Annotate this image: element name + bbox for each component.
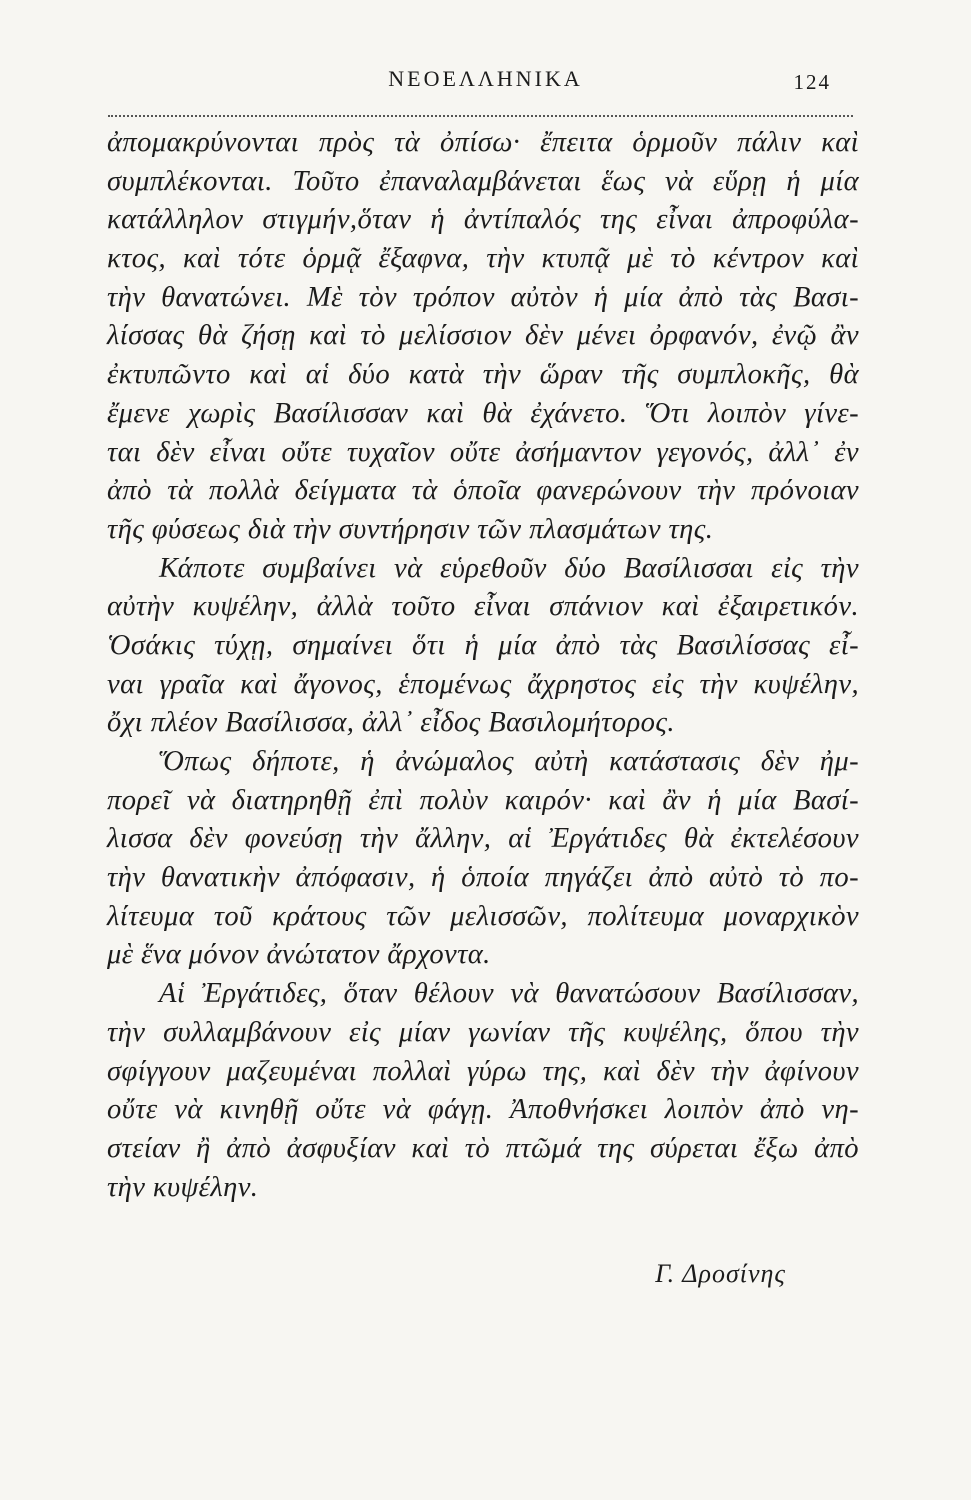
text-line: ἀπὸ τὰ πολλὰ δείγματα τὰ ὁποῖα φανερώνουν τὴν πρόνοιαν: [107, 475, 859, 507]
text-line: πορεῖ νὰ διατηρηθῇ ἐπὶ πολὺν καιρόν· καὶ ἂν ἡ μία Βασί-: [107, 784, 859, 816]
text-line: ἐκτυπῶντο καὶ αἱ δύο κατὰ τὴν ὥραν τῆς συμπλοκῆς, θὰ: [107, 359, 859, 391]
header-rule: [108, 115, 853, 117]
text-line: λισσα δὲν φονεύσῃ τὴν ἄλλην, αἱ Ἐργάτιδες θὰ ἐκτελέσουν: [107, 823, 859, 855]
text-line: τῆς φύσεως διὰ τὴν συντήρησιν τῶν πλασμάτων της.: [107, 513, 714, 545]
text-line: Κάποτε συμβαίνει νὰ εὑρεθοῦν δύο Βασίλισσαι εἰς τὴν: [159, 552, 859, 584]
text-line: ναι γραῖα καὶ ἄγονος, ἑπομένως ἄχρηστος εἰς τὴν κυψέλην,: [107, 668, 859, 700]
text-line: κατάλληλον στιγμήν,ὅταν ἡ ἀντίπαλός της εἶναι ἀπροφύλα-: [107, 204, 859, 236]
text-line: τὴν συλλαμβάνουν εἰς μίαν γωνίαν τῆς κυψέλης, ὅπου τὴν: [107, 1016, 859, 1048]
text-line: Ὁσάκις τύχῃ, σημαίνει ὅτι ἡ μία ἀπὸ τὰς Βασιλίσσας εἶ-: [107, 629, 859, 661]
text-line: συμπλέκονται. Τοῦτο ἐπαναλαμβάνεται ἕως νὰ εὕρῃ ἡ μία: [107, 165, 859, 197]
text-line: ἔμενε χωρὶς Βασίλισσαν καὶ θὰ ἐχάνετο. Ὅτι λοιπὸν γίνε-: [107, 397, 859, 429]
text-line: οὔτε νὰ κινηθῇ οὔτε νὰ φάγῃ. Ἀποθνήσκει λοιπὸν ἀπὸ νη-: [107, 1094, 859, 1126]
author-signature: Γ. Δροσίνης: [655, 1259, 786, 1288]
text-line: μὲ ἕνα μόνον ἀνώτατον ἄρχοντα.: [107, 939, 491, 971]
text-line: αὐτὴν κυψέλην, ἀλλὰ τοῦτο εἶναι σπάνιον καὶ ἐξαιρετικόν.: [107, 591, 859, 623]
text-line: ται δὲν εἶναι οὔτε τυχαῖον οὔτε ἀσήμαντον γεγονός, ἀλλ᾽ ἐν: [107, 436, 859, 468]
text-line: τὴν θανατώνει. Μὲ τὸν τρόπον αὐτὸν ἡ μία ἀπὸ τὰς Βασι-: [107, 281, 859, 313]
running-header-title: ΝΕΟΕΛΛΗΝΙΚΑ: [388, 66, 583, 91]
text-line: λίσσας θὰ ζήσῃ καὶ τὸ μελίσσιον δὲν μένει ὀρφανόν, ἐνῷ ἂν: [107, 320, 859, 352]
page-number: 124: [793, 70, 831, 94]
text-line: στείαν ἢ ἀπὸ ἀσφυξίαν καὶ τὸ πτῶμά της σύρεται ἔξω ἀπὸ: [107, 1132, 859, 1164]
text-line: Ὅπως δήποτε, ἡ ἀνώμαλος αὐτὴ κατάστασις δὲν ἠμ-: [159, 746, 859, 777]
text-line: ἀπομακρύνονται πρὸς τὰ ὀπίσω· ἔπειτα ὁρμοῦν πάλιν καὶ: [107, 127, 859, 158]
text-line: ὄχι πλέον Βασίλισσα, ἀλλ᾽ εἶδος Βασιλομήτορος.: [107, 707, 675, 739]
text-line: σφίγγουν μαζευμέναι πολλαὶ γύρω της, καὶ δὲν τὴν ἀφίνουν: [107, 1055, 859, 1087]
text-line: τὴν κυψέλην.: [107, 1171, 259, 1203]
text-line: Αἱ Ἐργάτιδες, ὅταν θέλουν νὰ θανατώσουν Βασίλισσαν,: [159, 978, 859, 1010]
text-line: κτος, καὶ τότε ὁρμᾷ ἔξαφνα, τὴν κτυπᾷ μὲ τὸ κέντρον καὶ: [107, 243, 859, 275]
text-line: λίτευμα τοῦ κράτους τῶν μελισσῶν, πολίτευμα μοναρχικὸν: [107, 900, 859, 932]
body-text: [107, 124, 859, 1207]
text-line: τὴν θανατικὴν ἀπόφασιν, ἡ ὁποία πηγάζει ἀπὸ αὐτὸ τὸ πο-: [107, 862, 859, 894]
